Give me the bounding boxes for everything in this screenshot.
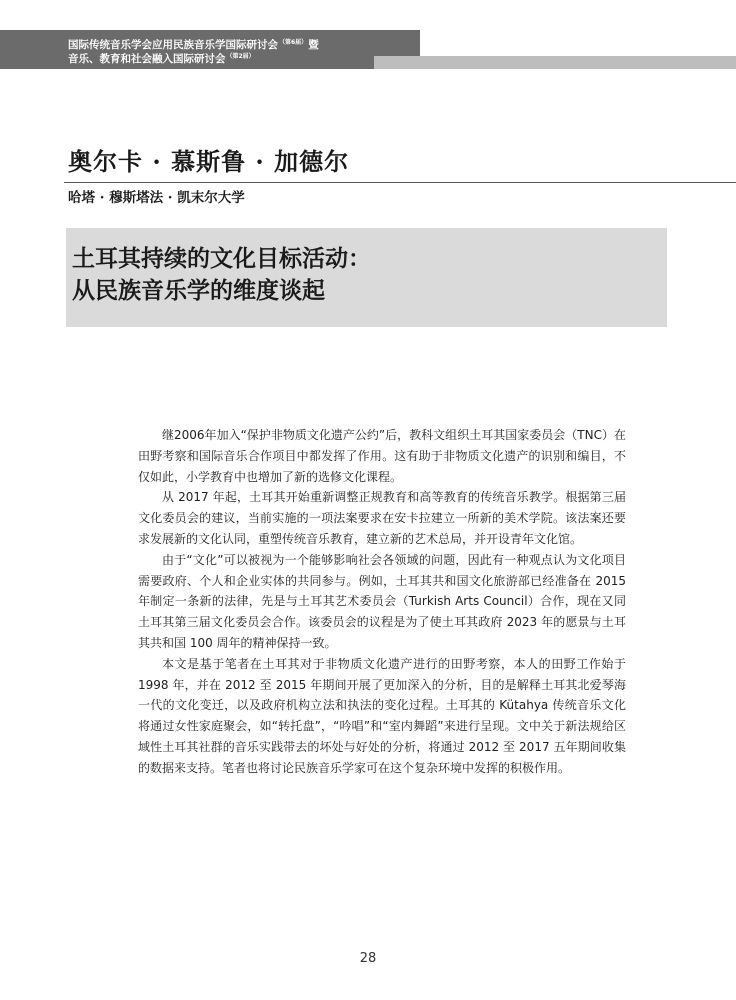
body-paragraph: 由于“文化”可以被视为一个能够影响社会各领域的问题，因此有一种观点认为文化项目需要政府、个人和企业实体的共同参与。例如，土耳其共和国文化旅游部已经准备在 2015 年制定一条新的法律，先是与土耳其艺术委员会（Turkish Arts Council）合作，现在又同土耳其第三届文化委员会合作。该委员会的议程是为了使土耳其政府 2023 年的愿景与土耳其共和国 100 周年的精神保持一致。 — [138, 552, 626, 650]
header-line-2-edition: （第2届） — [226, 53, 255, 60]
header-line-1-text: 国际传统音乐学会应用民族音乐学国际研讨会 — [68, 39, 278, 51]
header-line-2-text: 音乐、教育和社会融入国际研讨会 — [68, 53, 226, 65]
article-body — [138, 425, 626, 779]
header-line-1-edition: （第6届） — [279, 39, 308, 46]
page-number: 28 — [359, 951, 377, 966]
author-affiliation: 哈塔 · 穆斯塔法 · 凯末尔大学 — [68, 190, 245, 206]
header-strip — [374, 56, 736, 69]
body-paragraph: 本文是基于笔者在土耳其对于非物质文化遗产进行的田野考察，本人的田野工作始于 1998 年，并在 2012 至 2015 年期间开展了更加深入的分析，目的是解释土耳其北爱琴海一代的文化变迁，以及政府机构立法和执法的变化过程。土耳其的 Kütahya 传统音乐文化将通过女性家庭聚会，如“转托盘”，“吟唱”和“室内舞蹈”来进行呈现。文中关于新法规给区域性土耳其社群的音乐实践带去的坏处与好处的分析，将通过 2012 至 2017 五年期间收集的数据来支持。笔者也将讨论民族音乐学家可在这个复杂环境中发挥的积极作用。 — [138, 656, 626, 775]
author-name: 奥尔卡 · 慕斯鲁 · 加德尔 — [68, 147, 350, 176]
article-title-line-1: 土耳其持续的文化目标活动： — [72, 245, 371, 272]
body-paragraph: 从 2017 年起，土耳其开始重新调整正规教育和高等教育的传统音乐教学。根据第三届文化委员会的建议，当前实施的一项法案要求在安卡拉建立一所新的美术学院。该法案还要求发展新的文化认同，重塑传统音乐教育，建立新的艺术总局，并开设青年文化馆。 — [138, 490, 626, 546]
body-paragraph: 继2006年加入“保护非物质文化遗产公约”后，教科文组织土耳其国家委员会（TNC）在田野考察和国际音乐合作项目中都发挥了作用。这有助于非物质文化遗产的识别和编目，不仅如此，小学教育中也增加了新的选修文化课程。 — [138, 428, 626, 484]
article-title-line-2: 从民族音乐学的维度谈起 — [72, 277, 325, 304]
header-line-1-tail: 暨 — [308, 39, 319, 51]
author-divider — [64, 182, 736, 183]
header-line-2 — [68, 50, 256, 66]
